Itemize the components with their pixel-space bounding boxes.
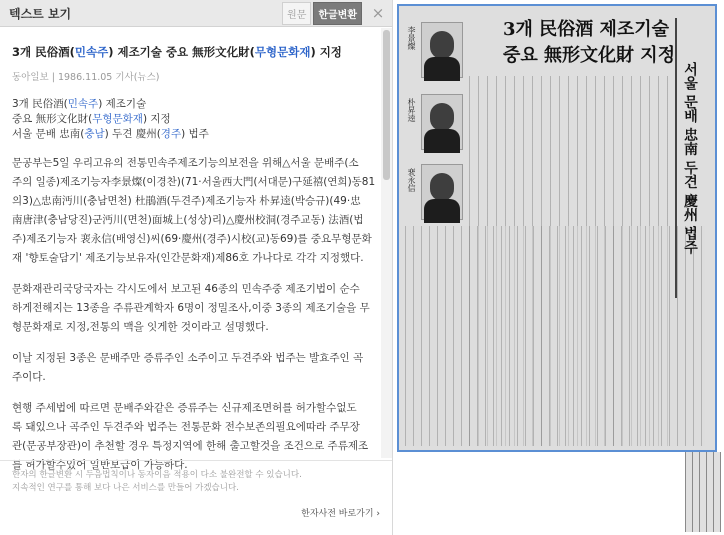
portrait-photo [421,94,463,150]
newspaper-headline [503,18,675,68]
photo-caption: 裵永信 [407,168,416,192]
paragraph-line: 형문화재로 지정,전통의 맥을 잇게한 것이라고 설명했다. [12,321,269,333]
photo-caption: 李景燦 [407,26,416,50]
panel-header [0,0,392,27]
paragraph-line: 주)제조기능자 裵永信(배영신)씨(69·慶州(경주)시校(교)동69)를 중요무형문화 [12,233,372,245]
article-paragraph-3 [12,349,381,387]
paragraph-line: 의3)△忠南沔川(충남면천) 杜鵑酒(두견주)제조기능자 朴昇逵(박승규)(49·忠 [12,195,361,207]
paragraph-line: 주의 일종)제조기능자李景燦(이경찬)(71·서울西大門(서대문)구延禧(연희)동81 [12,176,376,188]
line-text: ) 지정 [142,113,171,125]
hanja-dictionary-link[interactable]: 한자사전 바로가기 › [301,509,380,519]
face-shape [430,31,454,59]
line-reading: 무형문화재 [92,113,143,125]
paragraph-line: 주이다. [12,371,46,383]
portrait-photo [421,164,463,220]
body-shape [424,129,460,153]
title-text: ) 제조기술 중요 無形文化財( [108,45,255,59]
line-text: 서울 문배 忠南( [12,128,85,140]
content-scrollbar[interactable] [381,28,392,458]
close-icon[interactable]: × [371,4,385,22]
line-reading: 민속주 [67,98,99,110]
scrollbar-thumb[interactable] [383,30,390,180]
article-title [12,44,381,60]
title-text: 3개 民俗酒( [12,45,75,59]
article-meta: 동아일보 | 1986.11.05 기사(뉴스) [12,72,160,83]
newspaper-clipping [397,4,717,452]
title-text: ) 지정 [310,45,342,59]
newspaper-side-heading: 서울 문배 忠南 두견 慶州 법주 [675,18,703,298]
newspaper-body-columns [405,226,705,446]
service-notice: 지속적인 연구를 통해 보다 나은 서비스를 만들어 가겠습니다. [12,483,239,493]
panel-footer [0,460,392,535]
face-shape [430,173,454,201]
body-shape [424,199,460,223]
portrait-photo [421,22,463,78]
title-reading: 민속주 [74,45,109,59]
paragraph-line: 관(문공부장관)이 추천할 경우 특정지역에 한해 출고할것을 조건으로 주류제조 [12,440,369,452]
title-reading: 무형문화재 [254,45,311,59]
paragraph-line: 재 '향토술담기' 제조기능보유자(인간문화재)제86호 가나다로 각각 지정했다. [12,252,364,264]
paragraph-line: 이날 지정된 3종은 문배주만 증류주인 소주이고 두견주와 법주는 발효주인 곡 [12,352,364,364]
original-text-button[interactable]: 원문 [282,2,311,25]
line-text: 3개 民俗酒( [12,98,68,110]
line-text: ) 법주 [181,128,209,140]
line-reading: 충남 [84,128,105,140]
article-paragraph-2 [12,280,381,337]
line-text: ) 두견 慶州( [104,128,161,140]
panel-title: 텍스트 보기 [9,6,72,21]
paragraph-line: 문공부는5일 우리고유의 전통민속주제조기능의보전을 위해△서울 문배주(소 [12,157,359,169]
subheading-line [12,112,381,127]
body-shape [424,57,460,81]
headline-line-2: 중요 無形文化財 지정 [503,45,676,66]
subheading-line [12,97,381,112]
paragraph-line: 문화재관리국당국자는 각시도에서 보고된 46종의 민속주중 제조기법이 순수 [12,283,360,295]
paragraph-line: 南唐津(충남당진)군沔川(면천)面城上(성상)리)△慶州校洞(경주교동) 法酒(법 [12,214,364,226]
line-text: 중요 無形文化財( [12,113,93,125]
original-newspaper-view [393,0,724,535]
line-text: ) 제조기술 [98,98,147,110]
newspaper-continuation-strip [685,452,721,532]
article-paragraph-1 [12,154,381,268]
photo-caption: 朴昇逵 [407,98,416,122]
paragraph-line: 하게전해지는 13종을 주류관계학자 6명이 정밀조사,이중 3종의 제조기술을 무 [12,302,370,314]
article-content [0,28,381,471]
subheading-line [12,127,381,142]
article-subheadings [12,97,381,142]
paragraph-line: 현행 주세법에 따르면 문배주와같은 증류주는 신규제조면허를 허가할수없도 [12,402,357,414]
hangul-convert-button[interactable]: 한글변환 [313,2,362,25]
face-shape [430,103,454,131]
headline-line-1: 3개 民俗酒 제조기술 [503,19,669,40]
paragraph-line: 를 허가할수있어 일반보급이 가능하다. [12,459,188,471]
line-reading: 경주 [160,128,182,140]
conversion-notice: 한자의 한글변환 시 두음법칙이나 동자이음 적용이 다소 불완전할 수 있습니다. [12,470,302,480]
paragraph-line: 록 돼있으나 곡주인 두견주와 법주는 전통문화 전수보존의필요에따라 주무장 [12,421,360,433]
